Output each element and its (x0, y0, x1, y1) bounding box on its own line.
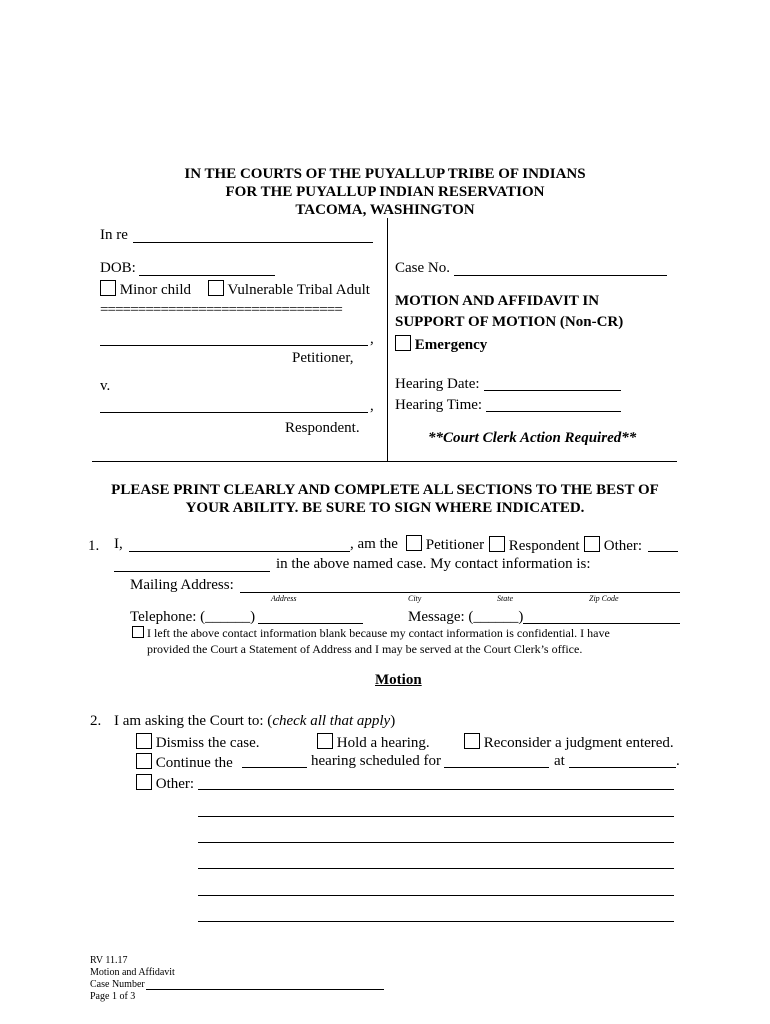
mailing-address-field[interactable] (240, 592, 680, 593)
hearing-date-field[interactable] (484, 390, 621, 391)
petitioner-comma: , (370, 331, 374, 347)
city-sublabel: City (408, 594, 422, 603)
confidential-text-line2: provided the Court a Statement of Address and I may be served at the Court Clerk’s office. (147, 642, 583, 656)
motion-title-line2: SUPPORT OF MOTION (Non-CR) (395, 314, 624, 330)
message-label: Message: (______) (408, 609, 524, 625)
other-motion-label: Other: (155, 776, 195, 792)
hearing-date-label: Hearing Date: (395, 376, 480, 392)
emergency-option[interactable] (395, 335, 487, 354)
minor-child-label: Minor child (119, 282, 191, 298)
ask-court-text (114, 713, 395, 730)
respondent-option[interactable] (489, 536, 580, 555)
case-no-field[interactable] (454, 275, 667, 276)
motion-title-line1: MOTION AND AFFIDAVIT IN (395, 293, 600, 309)
versus-label: v. (100, 378, 111, 394)
am-the-label: , am the (350, 536, 398, 552)
message-field[interactable] (523, 623, 680, 624)
instructions-line1: PLEASE PRINT CLEARLY AND COMPLETE ALL SECTIONS TO THE BEST OF (111, 482, 659, 498)
continue-date-field[interactable] (444, 767, 549, 768)
reconsider-option[interactable] (464, 733, 674, 752)
caption-bottom-rule (92, 461, 677, 462)
section2-number: 2. (90, 713, 102, 729)
petitioner-checkbox[interactable] (406, 535, 422, 551)
confidential-checkbox[interactable] (132, 626, 144, 638)
other-party-field-b[interactable] (114, 571, 270, 572)
other-motion-line-3[interactable] (198, 842, 674, 843)
clerk-action-note: **Court Clerk Action Required** (428, 430, 637, 446)
caption-divider (387, 218, 388, 462)
petitioner-label: Petitioner, (292, 350, 354, 366)
petitioner-option[interactable] (406, 535, 484, 554)
minor-child-checkbox[interactable] (100, 280, 116, 296)
telephone-field[interactable] (258, 623, 363, 624)
vulnerable-adult-label: Vulnerable Tribal Adult (227, 282, 370, 298)
footer-case-number-field[interactable] (146, 989, 384, 990)
ask-court-italic: check all that apply (272, 713, 391, 729)
section1-i-label: I, (114, 536, 123, 552)
section1-number: 1. (88, 538, 100, 554)
zip-sublabel: Zip Code (589, 594, 619, 603)
confidential-option[interactable] (132, 626, 610, 641)
in-case-text: in the above named case. My contact information is: (276, 556, 591, 572)
respondent-checkbox[interactable] (489, 536, 505, 552)
emergency-checkbox[interactable] (395, 335, 411, 351)
continue-period: . (676, 753, 680, 769)
mailing-address-label: Mailing Address: (130, 577, 234, 593)
footer-case-number-label: Case Number (90, 979, 145, 990)
in-re-field[interactable] (133, 242, 373, 243)
other-motion-checkbox[interactable] (136, 774, 152, 790)
state-sublabel: State (497, 594, 513, 603)
other-motion-line-5[interactable] (198, 895, 674, 896)
party-name-field[interactable] (129, 551, 350, 552)
footer-form-name: Motion and Affidavit (90, 967, 175, 978)
hearing-time-field[interactable] (486, 411, 621, 412)
dob-field[interactable] (139, 275, 275, 276)
continue-time-field[interactable] (569, 767, 676, 768)
footer-page: Page 1 of 3 (90, 991, 136, 1002)
other-motion-line-4[interactable] (198, 868, 674, 869)
reconsider-checkbox[interactable] (464, 733, 480, 749)
other-motion-line-2[interactable] (198, 816, 674, 817)
continue-checkbox[interactable] (136, 753, 152, 769)
ask-court-prefix: I am asking the Court to: ( (114, 713, 273, 729)
other-motion-line-1[interactable] (198, 789, 674, 790)
respondent-option-label: Respondent (508, 538, 580, 554)
continue-label: Continue the (155, 755, 233, 771)
other-party-label: Other: (603, 538, 643, 554)
hold-hearing-label: Hold a hearing. (336, 735, 430, 751)
other-party-checkbox[interactable] (584, 536, 600, 552)
caption-separator: ================================ (100, 302, 342, 318)
court-header-line2: FOR THE PUYALLUP INDIAN RESERVATION (225, 184, 545, 200)
hearing-time-label: Hearing Time: (395, 397, 483, 413)
other-party-option[interactable] (584, 536, 642, 555)
vulnerable-adult-option[interactable] (208, 280, 370, 299)
case-no-label: Case No. (395, 260, 450, 276)
in-re-label: In re (100, 227, 128, 243)
other-party-field-a[interactable] (648, 551, 678, 552)
hold-hearing-checkbox[interactable] (317, 733, 333, 749)
respondent-name-field[interactable] (100, 412, 368, 413)
minor-child-option[interactable] (100, 280, 191, 299)
respondent-comma: , (370, 398, 374, 414)
motion-heading: Motion (375, 672, 422, 688)
court-header-line1: IN THE COURTS OF THE PUYALLUP TRIBE OF INDIANS (184, 166, 586, 182)
other-motion-line-6[interactable] (198, 921, 674, 922)
confidential-text-line1: I left the above contact information blank because my contact information is confidential. I have (147, 626, 610, 640)
footer-form-no: RV 11.17 (90, 955, 128, 966)
continue-option[interactable] (136, 753, 233, 772)
reconsider-label: Reconsider a judgment entered. (483, 735, 674, 751)
hold-hearing-option[interactable] (317, 733, 430, 752)
emergency-label: Emergency (414, 337, 488, 353)
dismiss-checkbox[interactable] (136, 733, 152, 749)
dismiss-option[interactable] (136, 733, 259, 752)
dismiss-label: Dismiss the case. (155, 735, 260, 751)
other-motion-option[interactable] (136, 774, 194, 793)
continue-type-field[interactable] (242, 767, 307, 768)
petitioner-option-label: Petitioner (425, 537, 485, 553)
instructions-line2: YOUR ABILITY. BE SURE TO SIGN WHERE INDICATED. (185, 500, 585, 516)
telephone-label: Telephone: (______) (130, 609, 256, 625)
ask-court-suffix: ) (390, 713, 396, 729)
hearing-scheduled-label: hearing scheduled for (311, 753, 441, 769)
vulnerable-adult-checkbox[interactable] (208, 280, 224, 296)
address-sublabel: Address (271, 594, 297, 603)
court-header-line3: TACOMA, WASHINGTON (295, 202, 475, 218)
petitioner-name-field[interactable] (100, 345, 368, 346)
at-label: at (554, 753, 565, 769)
respondent-label: Respondent. (285, 420, 360, 436)
dob-label: DOB: (100, 260, 136, 276)
